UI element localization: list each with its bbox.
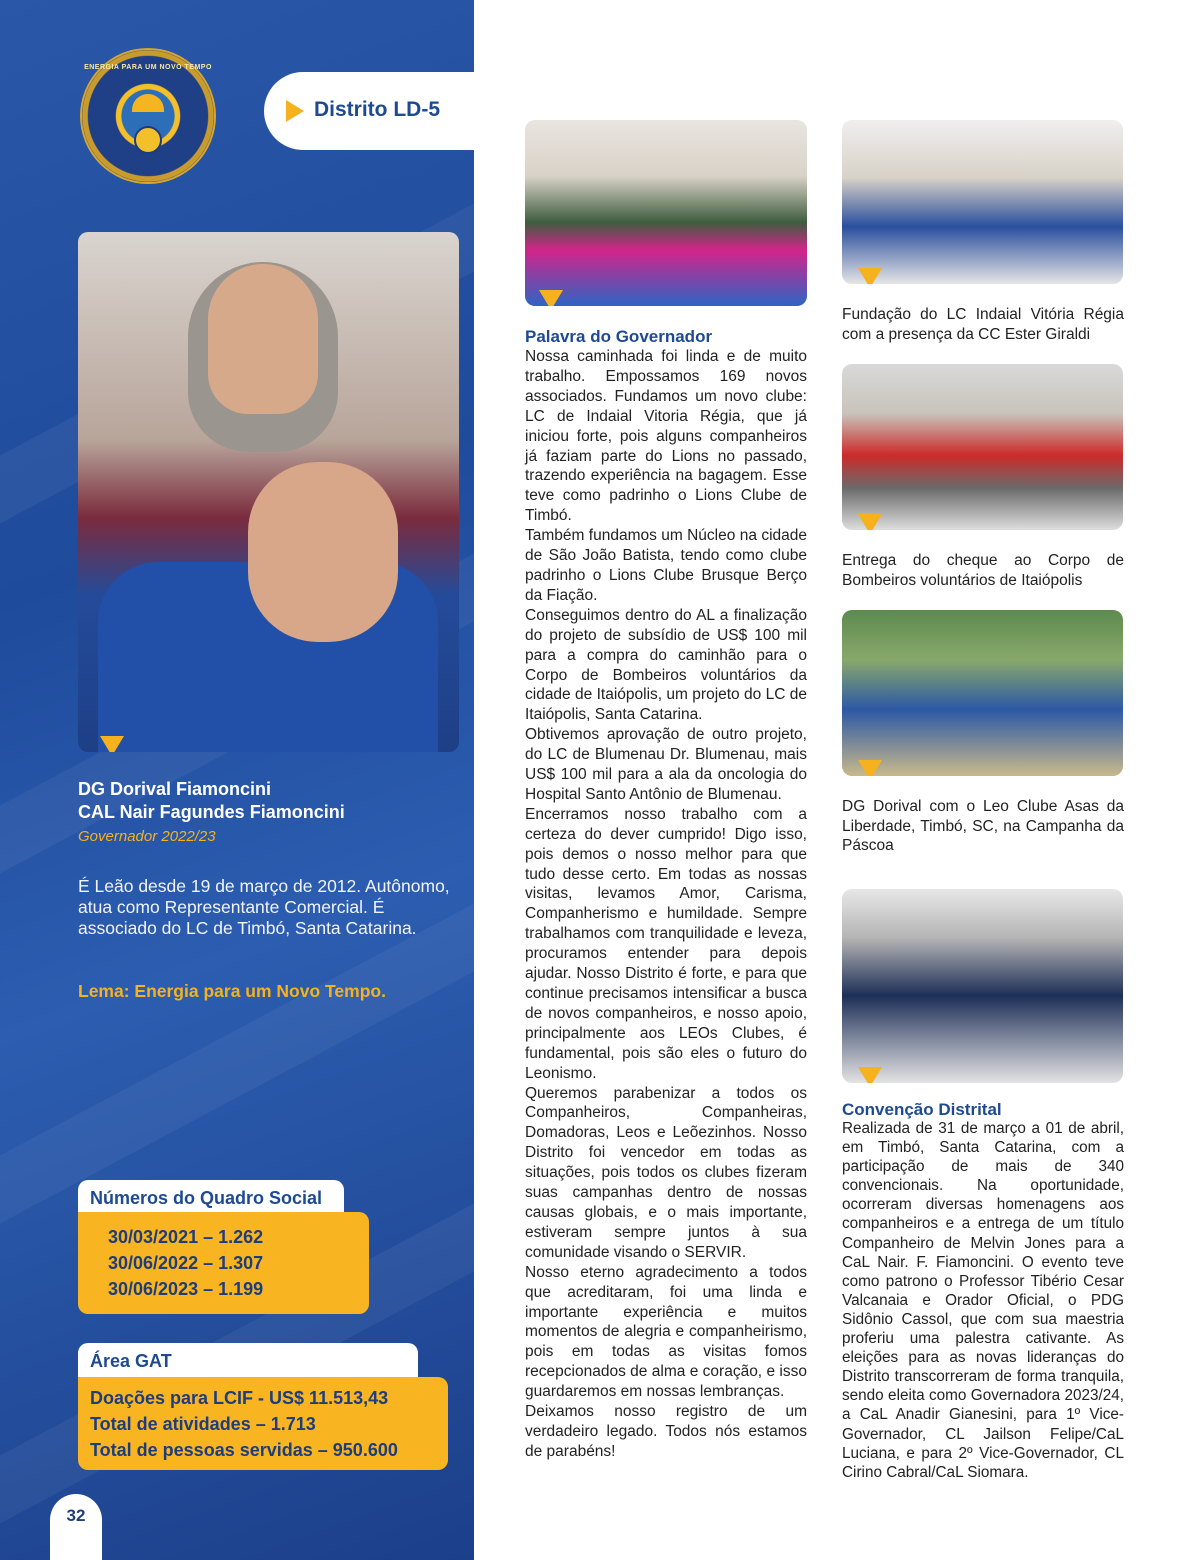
gat-row: Total de pessoas servidas – 950.600 bbox=[90, 1440, 398, 1460]
photo-figure bbox=[188, 262, 338, 452]
photo-figure bbox=[248, 462, 398, 642]
paragraph: Queremos parabenizar a todos os Companheiros, Companheiras, Domadoras, Leos e Leõezinhos. Nosso Distrito foi vencedor em todas as situações, pois todos os clubes fizeram suas campanhas dentro de nossas causas globais, e o mais importante, estiveram sempre juntos à sua comunidade visando o SERVIR. bbox=[525, 1084, 807, 1261]
photo-caption: Fundação do LC Indaial Vitória Régia com a presença da CC Ester Giraldi bbox=[842, 306, 1124, 343]
lions-emblem-icon bbox=[134, 126, 162, 154]
gat-row: Total de atividades – 1.713 bbox=[90, 1414, 316, 1434]
paragraph: Deixamos nosso registro de um verdadeiro legado. Todos nós estamos de parabéns! bbox=[525, 1403, 807, 1460]
caption-pointer-icon bbox=[858, 268, 882, 284]
district-tab bbox=[264, 72, 564, 150]
membership-row: 30/06/2022 – 1.307 bbox=[108, 1253, 264, 1273]
caption-pointer-icon bbox=[858, 1067, 882, 1083]
paragraph: Encerramos nosso trabalho com a certeza do dever cumprido! Digo isso, pois demos o nosso melhor para que tudo desse certo. Em todas as nossas visitas, levamos Amor, Carisma, Companherismo e humildade. Sempre trabalhamos com tranquilidade e leveza, procuramos entender para depois ajudar. Nosso Distrito é forte, e para que continue precisamos intensificar a busca de novos companheiros, e nosso apoio, principalmente aos LEOs Clubes, é fundamental, pois são eles o futuro do Leonismo. bbox=[525, 805, 807, 1082]
governor-motto: Lema: Energia para um Novo Tempo. bbox=[78, 981, 386, 1001]
governor-word-text bbox=[525, 347, 807, 1462]
district-seal-logo bbox=[82, 50, 214, 182]
governor-role: Governador 2022/23 bbox=[78, 828, 216, 845]
paragraph: Também fundamos um Núcleo na cidade de São João Batista, tendo como clube padrinho o Lions Clube Brusque Berço da Fiação. bbox=[525, 527, 807, 604]
paragraph: Nossa caminhada foi linda e de muito trabalho. Empossamos 169 novos associados. Fundamos um novo clube: LC de Indaial Vitoria Régia, que já iniciou forte, pois alguns companheiros já faziam parte do Lions no passado, trazendo experiência na bagagem. Esse teve como padrinho o Lions Clube de Timbó. bbox=[525, 348, 807, 525]
page-number: 32 bbox=[50, 1494, 102, 1560]
governor-group-photo bbox=[525, 120, 807, 306]
gat-row: Doações para LCIF - US$ 11.513,43 bbox=[90, 1388, 389, 1408]
paragraph: Conseguimos dentro do AL a finalização do projeto de subsídio de US$ 100 mil para a compra do caminhão para o Corpo de Bombeiros voluntários da cidade de Itaiópolis, um projeto do LC de Itaiópolis, Santa Catarina. bbox=[525, 606, 807, 724]
convention-text: Realizada de 31 de março a 01 de abril, em Timbó, Santa Catarina, com a participação de mais de 340 convencionais. Na oportunidade, ocorreram diversas homenagens aos companheiros e a entrega de um título Companheiro de Melvin Jones para a CaL Nair. F. Fiamoncini. O evento teve como patrono o Professor Tibério Cesar Valcanaia e Orador Oficial, o PDG Sidônio Cassol, que com sua maestria proferiu uma palestra cativante. As eleições para as novas lideranças do Distrito transcorreram de forma tranquila, sendo eleita como Governadora 2023/24, a CaL Anadir Gianesini, para 1º Vice-Governador, CL Jailson Felipe/CaL Luciana, e para 2º Vice-Governador, CL Cirino Cabral/CaL Siomara. bbox=[842, 1120, 1124, 1481]
membership-title: Números do Quadro Social bbox=[78, 1180, 344, 1216]
gat-stats bbox=[78, 1377, 448, 1470]
play-arrow-icon bbox=[286, 100, 304, 122]
governor-bio: É Leão desde 19 de março de 2012. Autônomo, atua como Representante Comercial. É associado do LC de Timbó, Santa Catarina. bbox=[78, 876, 450, 938]
sun-icon bbox=[132, 94, 164, 112]
membership-row: 30/03/2021 – 1.262 bbox=[108, 1227, 264, 1247]
firefighters-check-photo bbox=[842, 364, 1123, 530]
caption-pointer-icon bbox=[539, 290, 563, 306]
convention-title: Convenção Distrital bbox=[842, 1100, 1002, 1119]
photo-caption: Entrega do cheque ao Corpo de Bombeiros voluntários de Itaiópolis bbox=[842, 552, 1124, 589]
caption-pointer-icon bbox=[858, 514, 882, 530]
membership-stats bbox=[78, 1212, 369, 1314]
caption-pointer-icon bbox=[858, 760, 882, 776]
governor-names bbox=[78, 778, 345, 824]
club-founding-photo bbox=[842, 120, 1123, 284]
gat-title: Área GAT bbox=[78, 1343, 418, 1379]
membership-row: 30/06/2023 – 1.199 bbox=[108, 1279, 264, 1299]
spouse-name: CAL Nair Fagundes Fiamoncini bbox=[78, 802, 345, 822]
paragraph: Obtivemos aprovação de outro projeto, do LC de Blumenau Dr. Blumenau, mais US$ 100 mil para a ala da oncologia do Hospital Santo Antônio de Blumenau. bbox=[525, 726, 807, 803]
leo-club-photo bbox=[842, 610, 1123, 776]
photo-caption: DG Dorival com o Leo Clube Asas da Liberdade, Timbó, SC, na Campanha da Páscoa bbox=[842, 798, 1124, 854]
governor-couple-photo bbox=[78, 232, 459, 752]
district-tab-label: Distrito LD-5 bbox=[314, 98, 440, 121]
caption-pointer-icon bbox=[100, 736, 124, 752]
governor-word-title: Palavra do Governador bbox=[525, 327, 713, 346]
paragraph: Nosso eterno agradecimento a todos que acreditaram, foi uma linda e importante experiência e muitos momentos de alegria e companheirismo, pois em todas as visitas fomos recepcionados de alma e coração, e isso guardaremos em nossas lembranças. bbox=[525, 1263, 807, 1401]
governor-name: DG Dorival Fiamoncini bbox=[78, 779, 272, 799]
convention-photo bbox=[842, 889, 1123, 1083]
seal-ring-text: ENERGIA PARA UM NOVO TEMPO bbox=[84, 64, 212, 71]
